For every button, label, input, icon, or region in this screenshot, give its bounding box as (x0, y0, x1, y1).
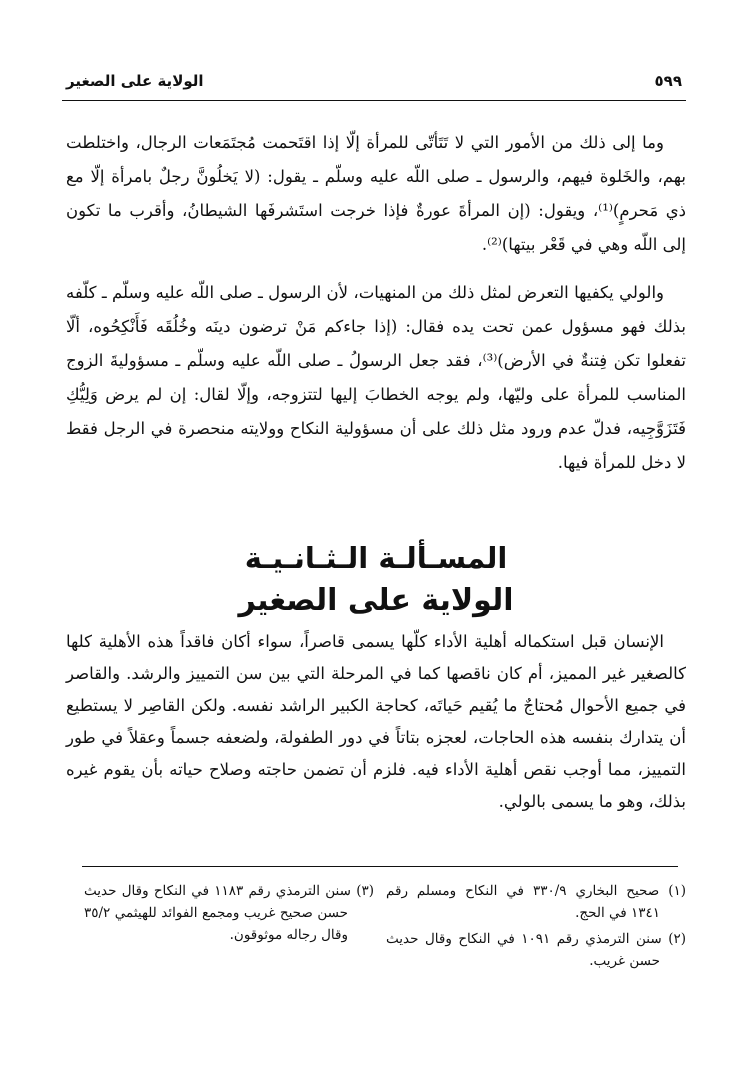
footnote-divider (82, 866, 678, 867)
footnotes-right-column (386, 880, 686, 976)
top-text-block (66, 126, 686, 480)
footnotes-left-column (84, 880, 374, 950)
paragraph-1: وما إلى ذلك من الأمور التي لا تَتَأتّى للمرأة إلّا إذا اقتَحمت مُجتَمَعات الرجال، واختلطت بهم، والخَلوة فيهم، والرسول ـ صلى اللّه عليه وسلّم ـ يقول: (لا يَخلُونَّ رجلٌ بامرأة إلّا مع ذي مَحرمٍ)⁽¹⁾، ويقول: (إن المرأةَ عورةٌ فإذا خرجت استَشرفَها الشيطانُ، وأقرب ما تكون إلى اللّه وهي في قَعْر بيتها)⁽²⁾. (66, 133, 686, 254)
bottom-text-block (66, 626, 686, 818)
running-header (62, 72, 686, 101)
running-title: الولاية على الصغير (66, 72, 204, 90)
footnote-3: (٣) سنن الترمذي رقم ١١٨٣ في النكاح وقال حديث حسن صحيح غريب ومجمع الفوائد للهيثمي ٣٥/٢ وقال رجاله موثوقون. (84, 883, 375, 943)
section-heading: المسـألـة الـثـانـيـة (244, 541, 508, 575)
paragraph-3: الإنسان قبل استكماله أهلية الأداء كلّها يسمى قاصراً، سواء أكان فاقداً هذه الأهلية كلها كالصغير غير المميز، أم كان ناقصها كما في المرحلة التي بين سن التمييز والرشد. والقاصر في جميع الأحوال مُحتاجٌ ما يُقيم حَياتَه، كحاجة الكبير الراشد نفسه. ولكن القاصِر لا يستطيع أن يتدارك بنفسه هذه الحاجات، لعجزه بتاتاً في دور الطفولة، ولضعفه جسماً وعقلاً في طور التمييز، مما أوجب نقص أهلية الأداء فيه. فلزم أن تضمن حاجته وصلاح حياته بأن يقوم غيره بذلك، وهو ما يسمى بالولي. (66, 632, 686, 811)
section-title: الولاية على الصغير (238, 583, 514, 618)
footnote-2: (٢) سنن الترمذي رقم ١٠٩١ في النكاح وقال حديث حسن غريب. (386, 931, 687, 969)
page-number: ٥٩٩ (654, 72, 682, 90)
footnote-1: (١) صحيح البخاري ٣٣٠/٩ في النكاح ومسلم رقم ١٣٤١ في الحج. (386, 883, 687, 921)
paragraph-2: والولي يكفيها التعرض لمثل ذلك من المنهيات، لأن الرسول ـ صلى اللّه عليه وسلّم ـ كلّفه بذلك فهو مسؤول عمن تحت يده فقال: (إذا جاءكم مَنْ ترضون دينَه وخُلُقَه فَأَنْكِحُوه، ألّا تفعلوا تكن فِتنةٌ في الأرض)⁽³⁾، فقد جعل الرسولُ ـ صلى اللّه عليه وسلّم ـ مسؤوليةَ الزوج المناسب للمرأة على وليّها، ولم يوجه الخطابَ إليها لتتزوجه، وإلّا لقال: إن لم يرض وَلِيُّكِ فَتَزَوَّجِيه، فدلّ عدم ورود مثل ذلك على أن مسؤولية النكاح وولايته منحصرة في الرجل فقط لا دخل للمرأة فيها. (66, 283, 686, 472)
